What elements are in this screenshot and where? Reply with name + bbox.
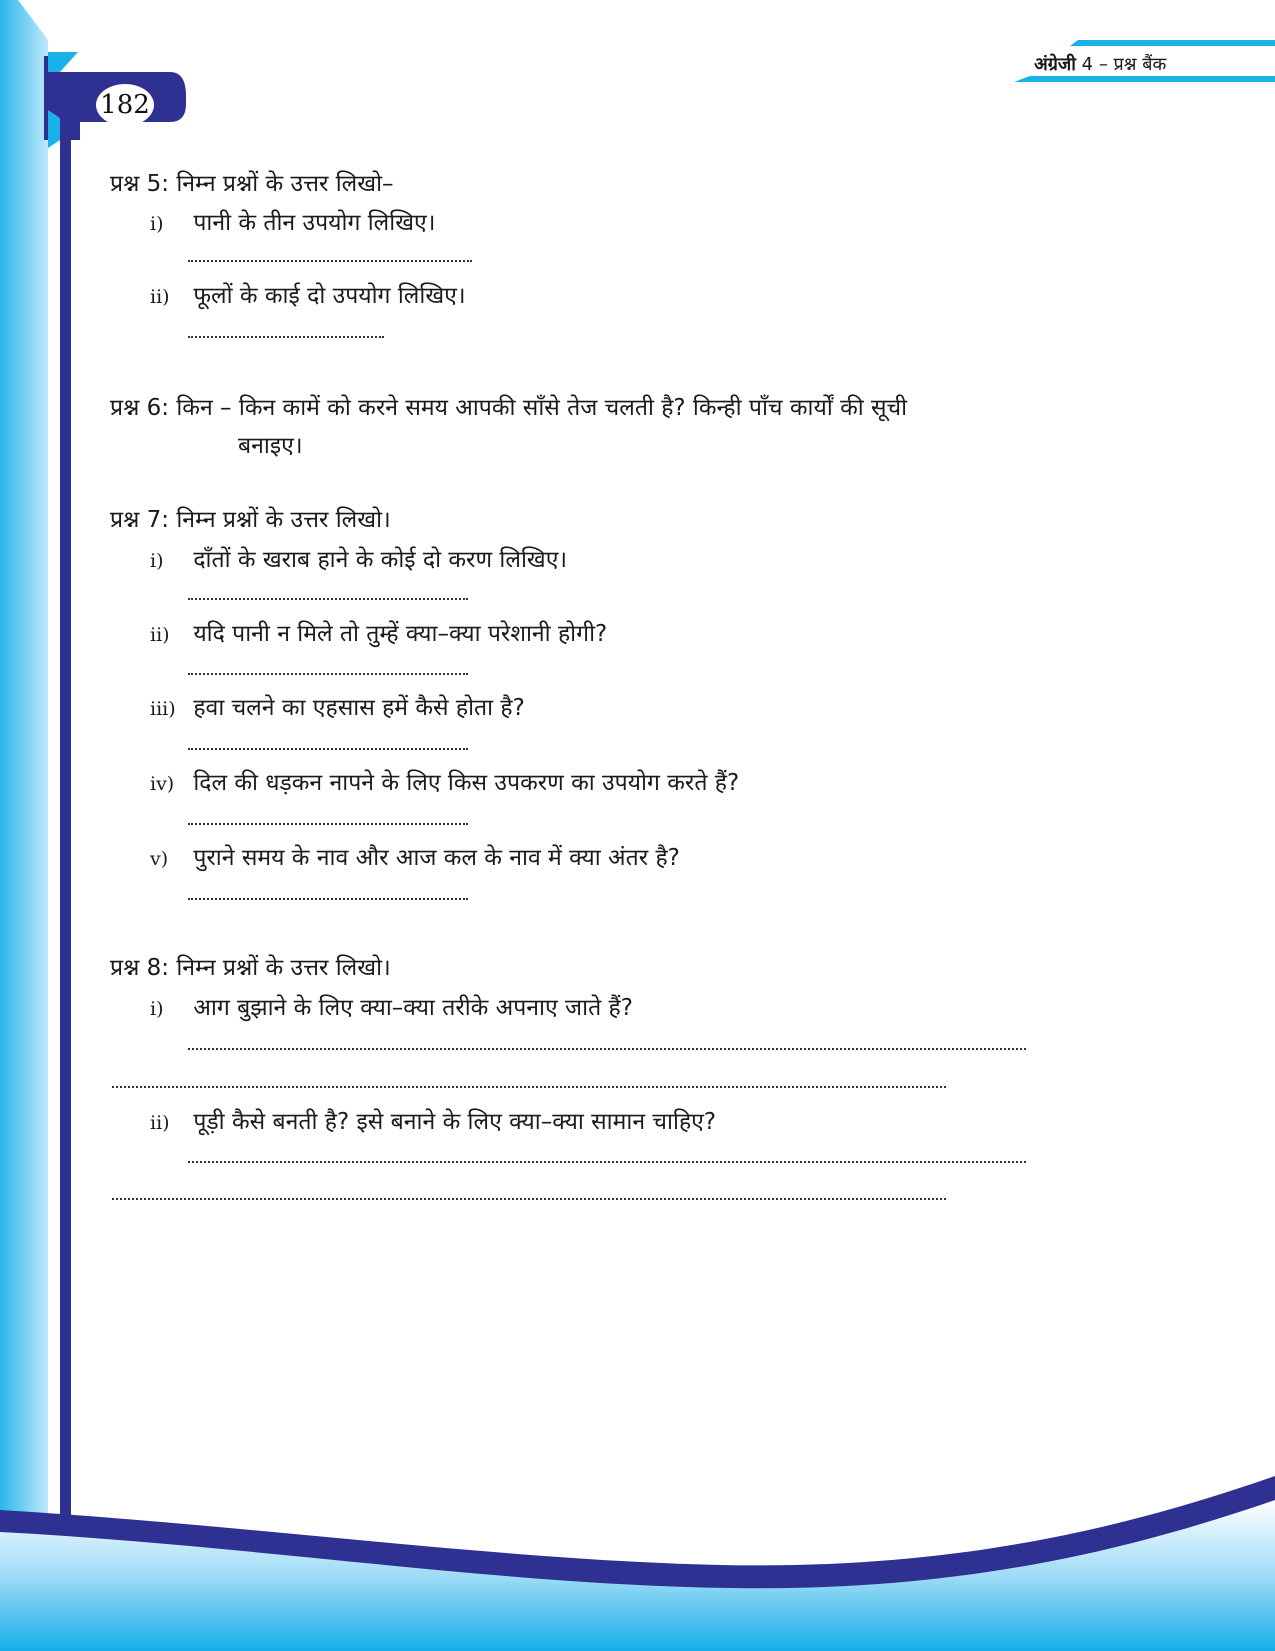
answer-line — [188, 260, 472, 262]
header-top-bar — [1070, 40, 1275, 46]
item-number: i) — [150, 550, 164, 572]
running-header — [1034, 52, 1166, 76]
answer-line — [188, 598, 468, 600]
header-subject: अंग्रेजी — [1034, 54, 1076, 75]
item-text: यदि पानी न मिले तो तुम्हें क्या–क्या परेशानी होगी? — [193, 621, 608, 647]
item-number: iii) — [150, 698, 176, 720]
answer-line — [188, 1161, 1026, 1163]
question-7-item-4 — [150, 765, 739, 797]
item-number: iv) — [150, 773, 175, 795]
question-8-item-1 — [150, 990, 633, 1022]
page-number: 182 — [96, 84, 154, 126]
answer-line — [112, 1198, 946, 1200]
question-7-item-1 — [150, 542, 567, 574]
answer-line — [188, 898, 468, 900]
item-number: i) — [150, 998, 164, 1020]
question-7-item-3 — [150, 690, 525, 722]
item-number: i) — [150, 213, 164, 235]
item-text: पूड़ी कैसे बनती है? इसे बनाने के लिए क्या–क्या सामान चाहिए? — [193, 1109, 717, 1135]
question-5-title: प्रश्न 5: निम्न प्रश्नों के उत्तर लिखो– — [110, 171, 394, 197]
item-text: फूलों के काई दो उपयोग लिखिए। — [193, 283, 466, 309]
question-7-item-2 — [150, 616, 607, 648]
header-rest: 4 – प्रश्न बैंक — [1081, 54, 1167, 75]
question-8-item-2 — [150, 1104, 716, 1136]
question-8-title: प्रश्न 8: निम्न प्रश्नों के उत्तर लिखो। — [110, 955, 391, 981]
question-5-item-1 — [150, 205, 435, 237]
question-6-continuation: बनाइए। — [238, 433, 303, 459]
left-band — [0, 0, 48, 1651]
header-bottom-bar — [1014, 76, 1275, 82]
question-7-title: प्रश्न 7: निम्न प्रश्नों के उत्तर लिखो। — [110, 507, 391, 533]
question-6-title: प्रश्न 6: किन – किन कामें को करने समय आपकी साँसे तेज चलती है? किन्ही पाँच कार्यों की सूची — [110, 395, 908, 421]
item-number: ii) — [150, 624, 170, 646]
item-text: दाँतों के खराब हाने के कोई दो करण लिखिए। — [193, 547, 568, 573]
answer-line — [188, 748, 468, 750]
answer-line — [188, 336, 384, 338]
item-text: आग बुझाने के लिए क्या–क्या तरीके अपनाए जाते हैं? — [193, 995, 633, 1021]
answer-line — [112, 1086, 946, 1088]
answer-line — [188, 673, 468, 675]
item-number: ii) — [150, 1112, 170, 1134]
item-text: पुराने समय के नाव और आज कल के नाव में क्या अंतर है? — [193, 845, 680, 871]
answer-line — [188, 1048, 1026, 1050]
item-text: पानी के तीन उपयोग लिखिए। — [193, 210, 436, 236]
left-navy-bar — [60, 130, 71, 1550]
item-number: v) — [150, 848, 169, 870]
item-text: हवा चलने का एहसास हमें कैसे होता है? — [193, 695, 525, 721]
item-number: ii) — [150, 286, 170, 308]
answer-line — [188, 823, 468, 825]
item-text: दिल की धड़कन नापने के लिए किस उपकरण का उपयोग करते हैं? — [193, 770, 740, 796]
question-7-item-5 — [150, 840, 680, 872]
question-5-item-2 — [150, 278, 466, 310]
